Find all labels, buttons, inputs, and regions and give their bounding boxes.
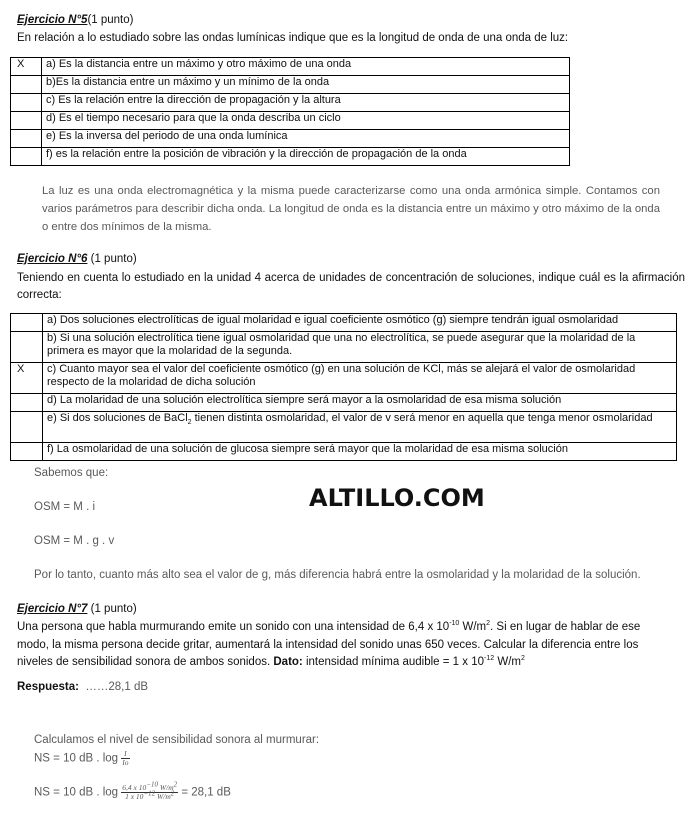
ex7-question-line-3: niveles de sensibilidad sonora de ambos sonidos. Dato: intensidad mínima audible = 1 x $10^{-12}$ $W/m^2$: [17, 655, 525, 668]
option-row: [11, 363, 677, 394]
option-row: [11, 332, 677, 363]
option-mark-cell[interactable]: [11, 76, 42, 94]
ex6-title: Ejercicio N°6: [17, 253, 88, 265]
option-row: [11, 76, 570, 94]
ex7-question-line-1: Una persona que habla murmurando emite un sonido con una intensidad de 6,4 x $10^{-10}$ $W/m^2$. Si en lugar de hablar de ese: [17, 620, 641, 633]
ex7-answer: [17, 681, 148, 693]
ex6-sabemos: Sabemos que:: [34, 467, 109, 479]
ex7-formula-ns-1: NS = 10 dB . log $\frac{I}{Io}$: [34, 749, 129, 767]
option-text-cell: f) es la relación entre la posición de vibración y la dirección de propagación de la onda: [42, 148, 570, 166]
option-row: [11, 394, 677, 412]
ex7-answer-label: Respuesta:: [17, 681, 79, 693]
option-text-cell: c) Es la relación entre la dirección de propagación y la altura: [42, 94, 570, 112]
option-text-cell: e) Es la inversa del periodo de una onda lumínica: [42, 130, 570, 148]
ex5-heading: [17, 14, 133, 26]
option-row: [11, 58, 570, 76]
option-mark-cell[interactable]: [11, 94, 42, 112]
option-text-cell: b) Si una solución electrolítica tiene igual osmolaridad que una no electrolítica, se puede asegurar que la molaridad de la primera es mayor que la molaridad de la segunda.: [43, 332, 677, 363]
ex7-title: Ejercicio N°7: [17, 603, 88, 615]
option-mark-cell[interactable]: [11, 394, 43, 412]
ex7-formula-ns-2: NS = 10 dB . log $\frac{6,4 x 10^{-10} W/m^2}{1 x 10^{-12} W/m^2}$ = 28,1 dB: [34, 780, 231, 801]
option-text-cell: b)Es la distancia entre un máximo y un mínimo de la onda: [42, 76, 570, 94]
option-text-cell: d) Es el tiempo necesario para que la onda describa un ciclo: [42, 112, 570, 130]
option-row: [11, 412, 677, 443]
option-mark-cell[interactable]: [11, 112, 42, 130]
option-row: [11, 314, 677, 332]
option-text-cell: f) La osmolaridad de una solución de glucosa siempre será mayor que la molaridad de esa misma solución: [43, 443, 677, 461]
ex7-points: (1 punto): [90, 603, 137, 615]
option-text-cell: a) Es la distancia entre un máximo y otro máximo de una onda: [42, 58, 570, 76]
option-mark-cell[interactable]: [11, 412, 43, 443]
ex7-answer-value: ……28,1 dB: [85, 681, 149, 693]
ex7-question: [17, 619, 685, 672]
option-mark-cell[interactable]: [11, 443, 43, 461]
option-row: [11, 443, 677, 461]
ex5-points: (1 punto): [87, 14, 134, 26]
option-row: [11, 112, 570, 130]
ex5-explanation: La luz es una onda electromagnética y la misma puede caracterizarse como una onda armónica simple. Contamos con varios parámetros para describir dicha onda. La longitud de onda es la distancia entre un máximo y otro máximo de la onda o entre dos mínimos de la misma.: [42, 185, 660, 233]
ex6-options-table: [10, 313, 677, 461]
ex5-options-table: [10, 57, 570, 166]
option-text-cell: c) Cuanto mayor sea el valor del coeficiente osmótico (g) en una solución de KCl, más se alejará el valor de osmolaridad respecto de la molaridad de dicha solución: [43, 363, 677, 394]
ex5-question: En relación a lo estudiado sobre las ondas lumínicas indique que es la longitud de onda de una onda de luz:: [17, 32, 569, 44]
ex7-calc-intro: Calculamos el nivel de sensibilidad sonora al murmurar:: [34, 734, 320, 746]
option-mark-cell[interactable]: [11, 130, 42, 148]
ex6-heading: [17, 253, 137, 265]
option-mark-cell[interactable]: X: [11, 58, 42, 76]
option-mark-cell[interactable]: [11, 314, 43, 332]
watermark-logo: ALTILLO.COM: [309, 484, 485, 512]
option-text-cell: e) Si dos soluciones de BaCl$_2$ tienen distinta osmolaridad, el valor de v será menor en aquella que tenga menor osmolaridad: [43, 412, 677, 443]
option-mark-cell[interactable]: [11, 148, 42, 166]
ex6-formula-1: OSM = M . i: [34, 501, 96, 513]
ex7-question-line-2: modo, la misma persona decide gritar, aumentará la intensidad del sonido unas 650 veces. Calcular la diferencia entre los: [17, 638, 639, 651]
ex5-title: Ejercicio N°5: [17, 14, 88, 26]
option-row: [11, 148, 570, 166]
option-mark-cell[interactable]: X: [11, 363, 43, 394]
option-mark-cell[interactable]: [11, 332, 43, 363]
option-text-cell: a) Dos soluciones electrolíticas de igual molaridad e igual coeficiente osmótico (g) siempre tendrán igual osmolaridad: [43, 314, 677, 332]
ex6-formula-2: OSM = M . g . v: [34, 535, 115, 547]
ex7-heading: [17, 603, 137, 615]
ex6-points: (1 punto): [90, 253, 137, 265]
ex6-conclusion: Por lo tanto, cuanto más alto sea el valor de g, más diferencia habrá entre la osmolaridad y la molaridad de la solución.: [34, 569, 641, 581]
option-row: [11, 94, 570, 112]
option-row: [11, 130, 570, 148]
ex6-question: Teniendo en cuenta lo estudiado en la unidad 4 acerca de unidades de concentración de soluciones, indique cuál es la afirmación correcta:: [17, 272, 685, 301]
option-text-cell: d) La molaridad de una solución electrolítica siempre será mayor a la osmolaridad de esa misma solución: [43, 394, 677, 412]
